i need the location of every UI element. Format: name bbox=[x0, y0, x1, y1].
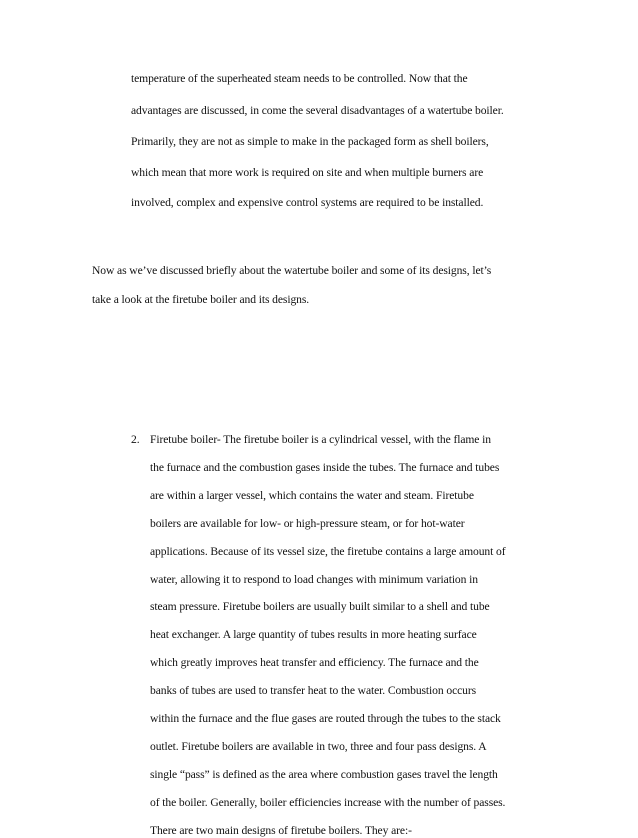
text-line: advantages are discussed, in come the several disadvantages of a watertube boiler. bbox=[131, 104, 504, 117]
list-number: 2. bbox=[131, 433, 140, 446]
text-line: of the boiler. Generally, boiler efficiencies increase with the number of passes. bbox=[150, 795, 506, 809]
text-line: are within a larger vessel, which contains the water and steam. Firetube bbox=[150, 488, 474, 502]
text-line: boilers are available for low- or high-pressure steam, or for hot-water bbox=[150, 516, 465, 530]
text-line: which mean that more work is required on site and when multiple burners are bbox=[131, 166, 484, 179]
text-line: temperature of the superheated steam needs to be controlled. Now that the bbox=[131, 72, 468, 85]
text-line: steam pressure. Firetube boilers are usually built similar to a shell and tube bbox=[150, 600, 490, 614]
text-line: outlet. Firetube boilers are available in two, three and four pass designs. A bbox=[150, 739, 487, 753]
text-line: water, allowing it to respond to load changes with minimum variation in bbox=[150, 572, 478, 586]
text-line: single “pass” is defined as the area where combustion gases travel the length bbox=[150, 767, 498, 781]
text-line: There are two main designs of firetube boilers. They are:- bbox=[150, 823, 412, 837]
text-line: heat exchanger. A large quantity of tubes results in more heating surface bbox=[150, 628, 477, 642]
text-line: Now as we’ve discussed briefly about the watertube boiler and some of its designs, let’s bbox=[92, 264, 492, 277]
text-line: applications. Because of its vessel size, the firetube contains a large amount of bbox=[150, 544, 506, 558]
text-line: Firetube boiler- The firetube boiler is a cylindrical vessel, with the flame in bbox=[150, 433, 491, 446]
text-line: banks of tubes are used to transfer heat to the water. Combustion occurs bbox=[150, 684, 477, 698]
text-line: Primarily, they are not as simple to make in the packaged form as shell boilers, bbox=[131, 135, 489, 148]
text-line: the furnace and the combustion gases inside the tubes. The furnace and tubes bbox=[150, 460, 500, 474]
text-line: involved, complex and expensive control systems are required to be installed. bbox=[131, 196, 484, 209]
text-line: within the furnace and the flue gases are routed through the tubes to the stack bbox=[150, 712, 501, 725]
text-line: which greatly improves heat transfer and efficiency. The furnace and the bbox=[150, 656, 479, 670]
text-line: take a look at the firetube boiler and its designs. bbox=[92, 293, 310, 306]
